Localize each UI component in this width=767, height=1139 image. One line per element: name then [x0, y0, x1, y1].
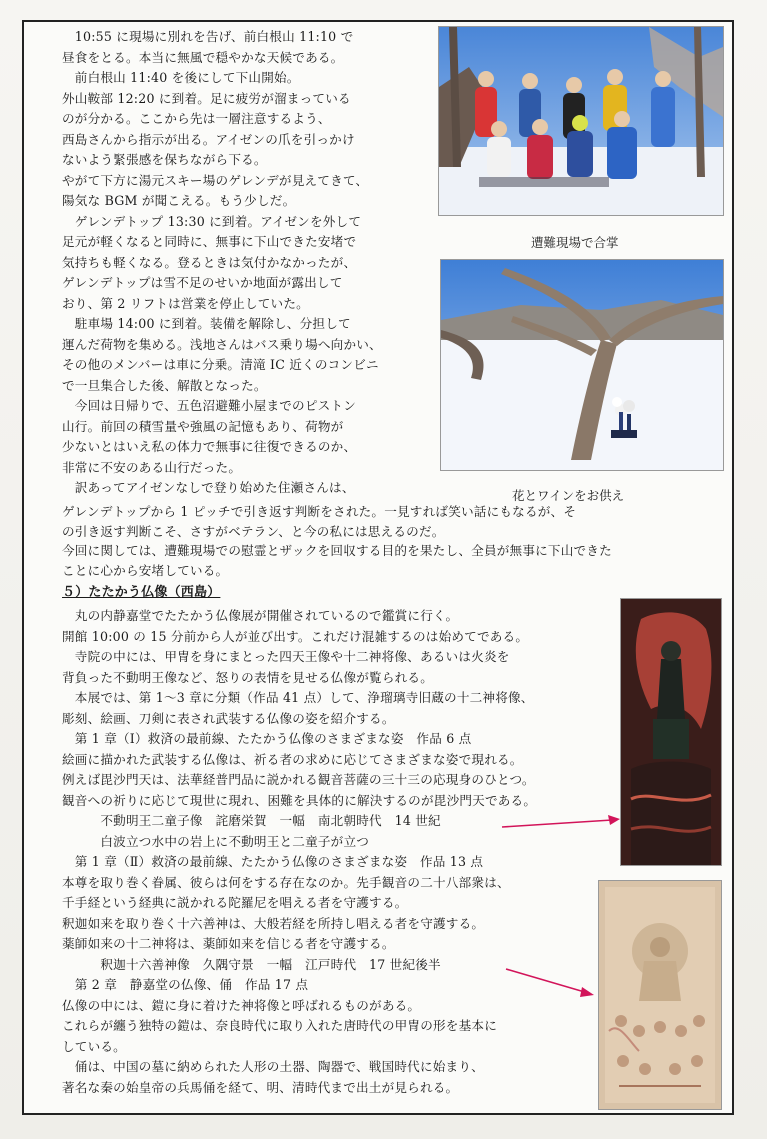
- lines-top-line: 陽気な BGM が聞こえる。もう少しだ。: [62, 193, 296, 208]
- lines-top-line: やがて下方に湯元スキー場のゲレンデが見えてきて、: [62, 172, 369, 188]
- lines-bottom-line: 不動明王二童子像 詫磨栄賀 一幅 南北朝時代 14 世紀: [62, 813, 441, 828]
- lines-top-line: 昼食をとる。本当に無風で穏やかな天候である。: [62, 49, 344, 65]
- lines-bottom-line: 例えば毘沙門天は、法華経普門品に説かれる観音菩薩の三十三の応現身のひとつ。: [62, 772, 535, 787]
- lines-top-line: 前白根山 11:40 を後にして下山開始。: [62, 70, 300, 85]
- lines-bottom-line: 白波立つ水中の岩上に不動明王と二童子が立つ: [62, 833, 370, 849]
- lines-bottom-line: 俑は、中国の墓に納められた人形の土器、陶器で、戦国時代に始まり、: [62, 1059, 484, 1074]
- lines-top-line: 山行。前回の積雪量や強風の記憶もあり、荷物が: [62, 418, 344, 434]
- lines-bottom-line: 本尊を取り巻く眷属、彼らは何をする存在なのか。先手観音の二十八部衆は、: [62, 874, 510, 890]
- lines-top-line: ゲレンデトップは雪不足のせいか地面が露出して: [62, 275, 343, 290]
- lines-bottom-line: 第 1 章（Ⅱ）救済の最前線、たたかう仏像のさまざまな姿 作品 13 点: [62, 854, 484, 869]
- lines-top-line: 西島さんから指示が出る。アイゼンの爪を引っかけ: [62, 131, 355, 147]
- lines-top-line: 足元が軽くなると同時に、無事に下山できた安堵で: [62, 234, 357, 249]
- lines-top-line: のが分かる。ここから先は一層注意するよう、: [62, 111, 331, 126]
- caption-group-photo: 遭難現場で合掌: [531, 235, 619, 250]
- lines-top-line: 駐車場 14:00 に到着。装備を解除し、分担して: [62, 316, 351, 331]
- lines-top-line: で一旦集合した後、解散となった。: [62, 377, 267, 393]
- lines-bottom-line: 本展では、第 1～3 章に分類（作品 41 点）して、浄瑠璃寺旧蔵の十二神将像、: [62, 690, 534, 705]
- lines-top-line: その他のメンバーは車に分乗。清滝 IC 近くのコンビニ: [62, 357, 379, 372]
- tree-photo-image: [441, 260, 723, 470]
- lines-top-line: 気持ちも軽くなる。登るときは気付かなかったが、: [62, 254, 357, 270]
- fudo-painting: [620, 598, 722, 866]
- fudo-painting-image: [621, 599, 721, 865]
- lines-bottom-line: 千手経という経典に説かれる陀羅尼を唱える者を守護する。: [62, 895, 408, 910]
- group-photo-image: [439, 27, 723, 215]
- lines-bottom-line: 著名な秦の始皇帝の兵馬俑を経て、明、清時代まで出土が見られる。: [62, 1079, 459, 1095]
- lines-bottom-line: 第 2 章 静嘉堂の仏像、俑 作品 17 点: [62, 977, 309, 992]
- shaka-painting-image: [599, 881, 721, 1109]
- section-title: ５）たたかう仏像（西島）: [62, 585, 221, 600]
- lines-top-line: 運んだ荷物を集める。浅地さんはバス乗り場へ向かい、: [62, 336, 382, 352]
- lines-bottom-line: 仏像の中には、鎧に身に着けた神将像と呼ばれるものがある。: [62, 997, 421, 1013]
- lines-bottom-line: している。: [62, 1038, 126, 1054]
- tree-photo: [440, 259, 724, 471]
- lines-wide-line: ことに心から安堵している。: [62, 562, 229, 578]
- lines-top-line: 訳あってアイゼンなしで登り始めた住瀬さんは、: [62, 480, 355, 495]
- lines-top-line: 外山鞍部 12:20 に到着。足に疲労が溜まっている: [62, 90, 351, 106]
- lines-bottom-line: 開館 10:00 の 15 分前から人が並び出す。これだけ混雑するのは始めてである。: [62, 628, 529, 644]
- arrow-to-fudo-painting: [500, 815, 622, 831]
- lines-bottom-line: 釈迦十六善神像 久隅守景 一幅 江戸時代 17 世紀後半: [62, 956, 441, 972]
- lines-bottom-line: 寺院の中には、甲冑を身にまとった四天王像や十二神将像、あるいは火炎を: [62, 649, 510, 664]
- lines-top-line: ゲレンデトップ 13:30 に到着。アイゼンを外して: [62, 213, 362, 229]
- lines-bottom-line: 釈迦如来を取り巻く十六善神は、大般若経を所持し唱える者を守護する。: [62, 915, 485, 931]
- lines-top-line: ないよう緊張感を保ちながら下る。: [62, 152, 267, 167]
- lines-bottom-line: 丸の内静嘉堂でたたかう仏像展が開催されているので鑑賞に行く。: [62, 608, 459, 623]
- lines-wide-line: ゲレンデトップから 1 ピッチで引き返す判断をされた。一見すれば笑い話にもなるが、そ: [62, 504, 577, 519]
- lines-bottom-line: 絵画に描かれた武装する仏像は、祈る者の求めに応じてさまざまな姿で現れる。: [62, 751, 523, 767]
- lines-top-line: 非常に不安のある山行だった。: [62, 459, 242, 475]
- lines-top-line: 少ないとはいえ私の体力で無事に往復できるのか、: [62, 439, 357, 454]
- lines-top-line: 10:55 に現場に別れを告げ、前白根山 11:10 で: [62, 29, 354, 44]
- lines-top-line: おり、第 2 リフトは営業を停止していた。: [62, 295, 309, 311]
- lines-bottom-line: 薬師如来の十二神将は、薬師如来を信じる者を守護する。: [62, 936, 395, 951]
- shaka-painting: [598, 880, 722, 1110]
- arrow-to-shaka-painting: [504, 965, 596, 999]
- lines-top-line: 今回は日帰りで、五色沼避難小屋までのピストン: [62, 398, 357, 413]
- caption-tree-photo: 花とワインをお供え: [512, 488, 625, 503]
- group-photo: [438, 26, 724, 216]
- lines-wide-line: 今回に関しては、遭難現場での慰霊とザックを回収する目的を果たし、全員が無事に下山できた: [62, 543, 612, 558]
- lines-wide-line: の引き返す判断こそ、さすがベテラン、と今の私には思えるのだ。: [62, 523, 445, 539]
- lines-bottom-line: 観音への祈りに応じて現世に現れ、困難を具体的に解決するのが毘沙門天である。: [62, 792, 537, 808]
- lines-bottom-line: これらが纏う独特の鎧は、奈良時代に取り入れた唐時代の甲冑の形を基本に: [62, 1018, 497, 1033]
- lines-bottom-line: 彫刻、絵画、刀剣に表され武装する仏像の姿を紹介する。: [62, 710, 395, 726]
- lines-bottom-line: 第 1 章（Ⅰ）救済の最前線、たたかう仏像のさまざまな姿 作品 6 点: [62, 731, 472, 746]
- lines-bottom-line: 背負った不動明王像など、怒りの表情を見せる仏像が覧られる。: [62, 669, 434, 685]
